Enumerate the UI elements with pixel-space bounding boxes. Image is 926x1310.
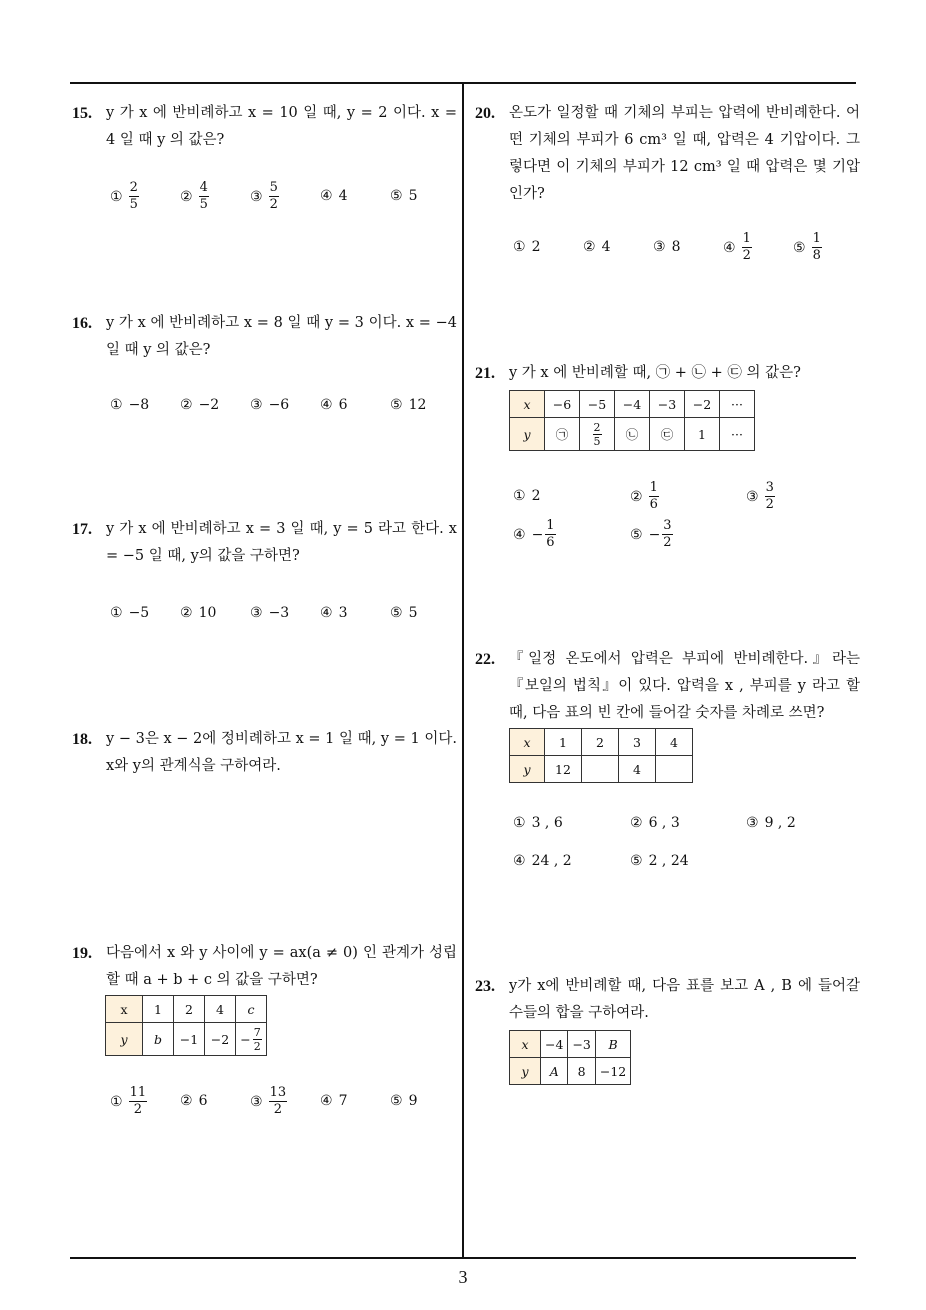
- choice-4[interactable]: ④ − $\frac{1}{6}$: [513, 518, 555, 550]
- choice-1[interactable]: ① 2: [513, 488, 541, 504]
- choice-5[interactable]: ⑤ 9: [390, 1093, 418, 1109]
- question-number: 22.: [475, 651, 495, 668]
- choice-4[interactable]: ④ 4: [320, 188, 348, 204]
- choice-3[interactable]: ③ $\frac{5}{2}$: [250, 180, 278, 212]
- choice-3[interactable]: ③ 8: [653, 239, 681, 255]
- choice-2[interactable]: ② 6: [180, 1093, 208, 1109]
- table-row-x: x 1 2 3 4: [510, 729, 693, 756]
- question-text: y 가 x 에 반비례할 때, ㉠ + ㉡ + ㉢ 의 값은?: [509, 365, 801, 381]
- question-number: 19.: [72, 945, 92, 962]
- question-22: [475, 646, 860, 727]
- question-text: y − 3은 x − 2에 정비례하고 x = 1 일 때, y = 1 이다. x와 y의 관계식을 구하여라.: [106, 731, 457, 774]
- choice-1[interactable]: ① 3 , 6: [513, 815, 563, 831]
- question-23: [475, 973, 860, 1027]
- choice-3[interactable]: ③ −6: [250, 397, 290, 413]
- question-20: [475, 100, 860, 208]
- choice-2[interactable]: ② 6 , 3: [630, 815, 680, 831]
- table-19: [105, 995, 267, 1056]
- question-text: 다음에서 x 와 y 사이에 y = ax(a ≠ 0) 인 관계가 성립할 때 a + b + c 의 값을 구하면?: [106, 945, 457, 988]
- question-17: [72, 516, 457, 570]
- table-row-y: y ㉠ $\frac{2}{5}$ ㉡ ㉢ 1 ···: [510, 418, 755, 451]
- fraction: $\frac{1}{6}$: [546, 518, 555, 550]
- question-18: [72, 726, 457, 780]
- page-number: 3: [458, 1267, 468, 1287]
- table-row-x: x −6 −5 −4 −3 −2 ···: [510, 391, 755, 418]
- choice-3[interactable]: ③ $\frac{13}{2}$: [250, 1085, 287, 1117]
- choice-2[interactable]: ② $\frac{1}{6}$: [630, 480, 658, 512]
- fraction: $\frac{1}{2}$: [742, 231, 751, 263]
- table-21: [509, 390, 755, 451]
- choice-4[interactable]: ④ 3: [320, 605, 348, 621]
- choice-1[interactable]: ① −8: [110, 397, 150, 413]
- column-divider: [462, 82, 464, 1259]
- choice-5[interactable]: ⑤ 2 , 24: [630, 853, 689, 869]
- fraction: $\frac{1}{6}$: [649, 480, 658, 512]
- choice-1[interactable]: ① 2: [513, 239, 541, 255]
- question-21: [475, 360, 860, 387]
- question-16: [72, 310, 457, 364]
- choice-4[interactable]: ④ 7: [320, 1093, 348, 1109]
- table-row-y: y A 8 −12: [510, 1058, 631, 1085]
- fraction: $\frac{1}{8}$: [812, 231, 821, 263]
- question-text: 온도가 일정할 때 기체의 부피는 압력에 반비례한다. 어떤 기체의 부피가 6 cm³ 일 때, 압력은 4 기압이다. 그렇다면 이 기체의 부피가 12 cm³ 일 때 압력은 몇 기압인가?: [509, 105, 860, 202]
- table-row-x: x −4 −3 B: [510, 1031, 631, 1058]
- question-text: y가 x에 반비례할 때, 다음 표를 보고 A , B 에 들어갈 수들의 합을 구하여라.: [509, 978, 860, 1021]
- choice-2[interactable]: ② −2: [180, 397, 220, 413]
- choice-4[interactable]: ④ 24 , 2: [513, 853, 572, 869]
- fraction: $\frac{5}{2}$: [269, 180, 278, 212]
- choice-5[interactable]: ⑤ 5: [390, 188, 418, 204]
- choice-1[interactable]: ① $\frac{2}{5}$: [110, 180, 138, 212]
- table-row-x: x 1 2 4 c: [106, 996, 267, 1023]
- fraction: $\frac{4}{5}$: [199, 180, 208, 212]
- table-row-y: y 12 4: [510, 756, 693, 783]
- question-text: y 가 x 에 반비례하고 x = 3 일 때, y = 5 라고 한다. x = −5 일 때, y의 값을 구하면?: [106, 521, 457, 564]
- question-text: y 가 x 에 반비례하고 x = 10 일 때, y = 2 이다. x = 4 일 때 y 의 값은?: [106, 105, 457, 148]
- choice-1[interactable]: ① $\frac{11}{2}$: [110, 1085, 147, 1117]
- table-23: [509, 1030, 631, 1085]
- fraction: $\frac{11}{2}$: [129, 1085, 147, 1117]
- choice-3[interactable]: ③ 9 , 2: [746, 815, 796, 831]
- table-row-y: y b −1 −2 − $\frac{7}{2}$: [106, 1023, 267, 1056]
- question-number: 16.: [72, 315, 92, 332]
- choice-5[interactable]: ⑤ $\frac{1}{8}$: [793, 231, 821, 263]
- fraction: $\frac{3}{2}$: [663, 518, 672, 550]
- question-text: y 가 x 에 반비례하고 x = 8 일 때 y = 3 이다. x = −4 일 때 y 의 값은?: [106, 315, 457, 358]
- question-number: 20.: [475, 105, 495, 122]
- choice-2[interactable]: ② 10: [180, 605, 217, 621]
- choice-5[interactable]: ⑤ 5: [390, 605, 418, 621]
- bottom-rule: [70, 1257, 856, 1259]
- choice-2[interactable]: ② 4: [583, 239, 611, 255]
- question-19: [72, 940, 457, 994]
- choice-3[interactable]: ③ $\frac{3}{2}$: [746, 480, 774, 512]
- choice-1[interactable]: ① −5: [110, 605, 150, 621]
- fraction: $\frac{2}{5}$: [129, 180, 138, 212]
- fraction: $\frac{3}{2}$: [765, 480, 774, 512]
- choice-5[interactable]: ⑤ 12: [390, 397, 427, 413]
- choice-2[interactable]: ② $\frac{4}{5}$: [180, 180, 208, 212]
- choice-3[interactable]: ③ −3: [250, 605, 290, 621]
- choice-5[interactable]: ⑤ − $\frac{3}{2}$: [630, 518, 672, 550]
- choice-4[interactable]: ④ $\frac{1}{2}$: [723, 231, 751, 263]
- choice-4[interactable]: ④ 6: [320, 397, 348, 413]
- question-number: 18.: [72, 731, 92, 748]
- question-text: 『일정 온도에서 압력은 부피에 반비례한다.』라는 『보일의 법칙』이 있다. 압력을 x , 부피를 y 라고 할 때, 다음 표의 빈 칸에 들어갈 숫자를 차례로 쓰면?: [509, 651, 860, 721]
- question-number: 23.: [475, 978, 495, 995]
- question-number: 21.: [475, 365, 495, 382]
- question-number: 15.: [72, 105, 92, 122]
- fraction: $\frac{13}{2}$: [269, 1085, 287, 1117]
- table-22: [509, 728, 693, 783]
- question-15: [72, 100, 457, 154]
- question-number: 17.: [72, 521, 92, 538]
